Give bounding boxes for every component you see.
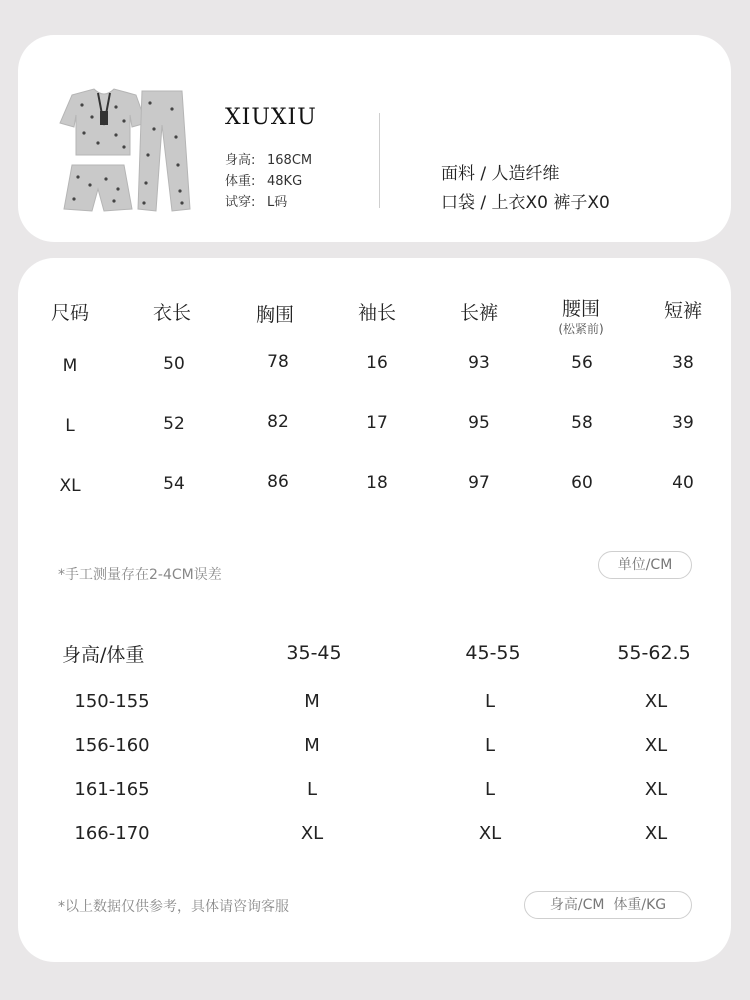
model-weight bbox=[225, 170, 302, 189]
spec-value: L码 bbox=[267, 195, 288, 210]
model-info-card bbox=[18, 35, 731, 242]
size-cell: XL bbox=[59, 476, 81, 496]
bust-cell: 86 bbox=[267, 472, 289, 492]
sleeve-cell: 16 bbox=[366, 353, 388, 373]
sleeve-cell: 18 bbox=[366, 473, 388, 493]
rec-height-cell: 156-160 bbox=[74, 735, 150, 756]
rec-header-weight-2: 45-55 bbox=[465, 642, 521, 664]
spec-key: 试穿: bbox=[225, 195, 256, 210]
size-cell: L bbox=[65, 416, 75, 436]
rec-size-cell: XL bbox=[644, 735, 668, 756]
rec-size-cell: XL bbox=[478, 823, 502, 844]
spec-value: 168CM bbox=[267, 153, 313, 168]
rec-height-cell: 166-170 bbox=[74, 823, 150, 844]
pants-cell: 93 bbox=[468, 353, 490, 373]
rec-size-cell: L bbox=[306, 779, 318, 800]
rec-height-cell: 150-155 bbox=[74, 691, 150, 712]
rec-size-cell: L bbox=[484, 779, 496, 800]
unit-badge: 单位/CM bbox=[598, 551, 692, 579]
rec-size-cell: XL bbox=[644, 779, 668, 800]
rec-size-cell: L bbox=[484, 691, 496, 712]
rec-size-cell: L bbox=[484, 735, 496, 756]
spec-value: 48KG bbox=[267, 174, 303, 189]
bust-cell: 78 bbox=[267, 352, 289, 372]
shorts-cell: 38 bbox=[672, 353, 694, 373]
size-cell: M bbox=[62, 356, 78, 376]
rec-header-weight-1: 35-45 bbox=[286, 642, 342, 664]
rec-size-cell: XL bbox=[644, 691, 668, 712]
length-cell: 50 bbox=[163, 354, 185, 374]
fabric-info: 面料 / 人造纤维 bbox=[441, 164, 560, 184]
col-header-shorts: 短裤 bbox=[663, 300, 702, 322]
length-cell: 54 bbox=[163, 474, 185, 494]
rec-height-cell: 161-165 bbox=[74, 779, 150, 800]
model-trial-size bbox=[225, 191, 287, 210]
divider bbox=[379, 113, 380, 208]
waist-cell: 58 bbox=[571, 413, 593, 433]
model-height bbox=[225, 149, 312, 168]
measurement-note: *手工测量存在2-4CM误差 bbox=[58, 567, 222, 583]
pocket-info: 口袋 / 上衣X0 裤子X0 bbox=[441, 193, 610, 213]
waist-cell: 56 bbox=[571, 353, 593, 373]
col-header-pants: 长裤 bbox=[459, 302, 498, 324]
reference-note: *以上数据仅供参考，具体请咨询客服 bbox=[58, 899, 289, 915]
waist-note: (松紧前) bbox=[558, 322, 604, 336]
bust-cell: 82 bbox=[267, 412, 289, 432]
size-chart-card bbox=[18, 258, 731, 962]
pants-cell: 97 bbox=[468, 473, 490, 493]
waist-cell: 60 bbox=[571, 473, 593, 493]
sleeve-cell: 17 bbox=[366, 413, 388, 433]
col-header-length: 衣长 bbox=[152, 302, 191, 324]
rec-size-cell: M bbox=[304, 691, 320, 712]
col-header-waist: 腰围 bbox=[561, 298, 600, 320]
rec-size-cell: XL bbox=[644, 823, 668, 844]
shorts-cell: 40 bbox=[672, 473, 694, 493]
rec-size-cell: M bbox=[304, 735, 320, 756]
shorts-cell: 39 bbox=[672, 413, 694, 433]
spec-key: 身高: bbox=[225, 153, 256, 168]
rec-header-height-weight: 身高/体重 bbox=[62, 644, 145, 666]
pajama-set-image bbox=[54, 85, 194, 215]
pants-cell: 95 bbox=[468, 413, 490, 433]
col-header-sleeve: 袖长 bbox=[357, 302, 396, 324]
brand-logo-text: XIUXIU bbox=[225, 105, 317, 130]
unit-badge: 身高/CM 体重/KG bbox=[524, 891, 692, 919]
length-cell: 52 bbox=[163, 414, 185, 434]
rec-header-weight-3: 55-62.5 bbox=[617, 642, 691, 664]
col-header-bust: 胸围 bbox=[255, 304, 294, 326]
rec-size-cell: XL bbox=[300, 823, 324, 844]
col-header-size: 尺码 bbox=[50, 302, 89, 324]
spec-key: 体重: bbox=[225, 174, 256, 189]
